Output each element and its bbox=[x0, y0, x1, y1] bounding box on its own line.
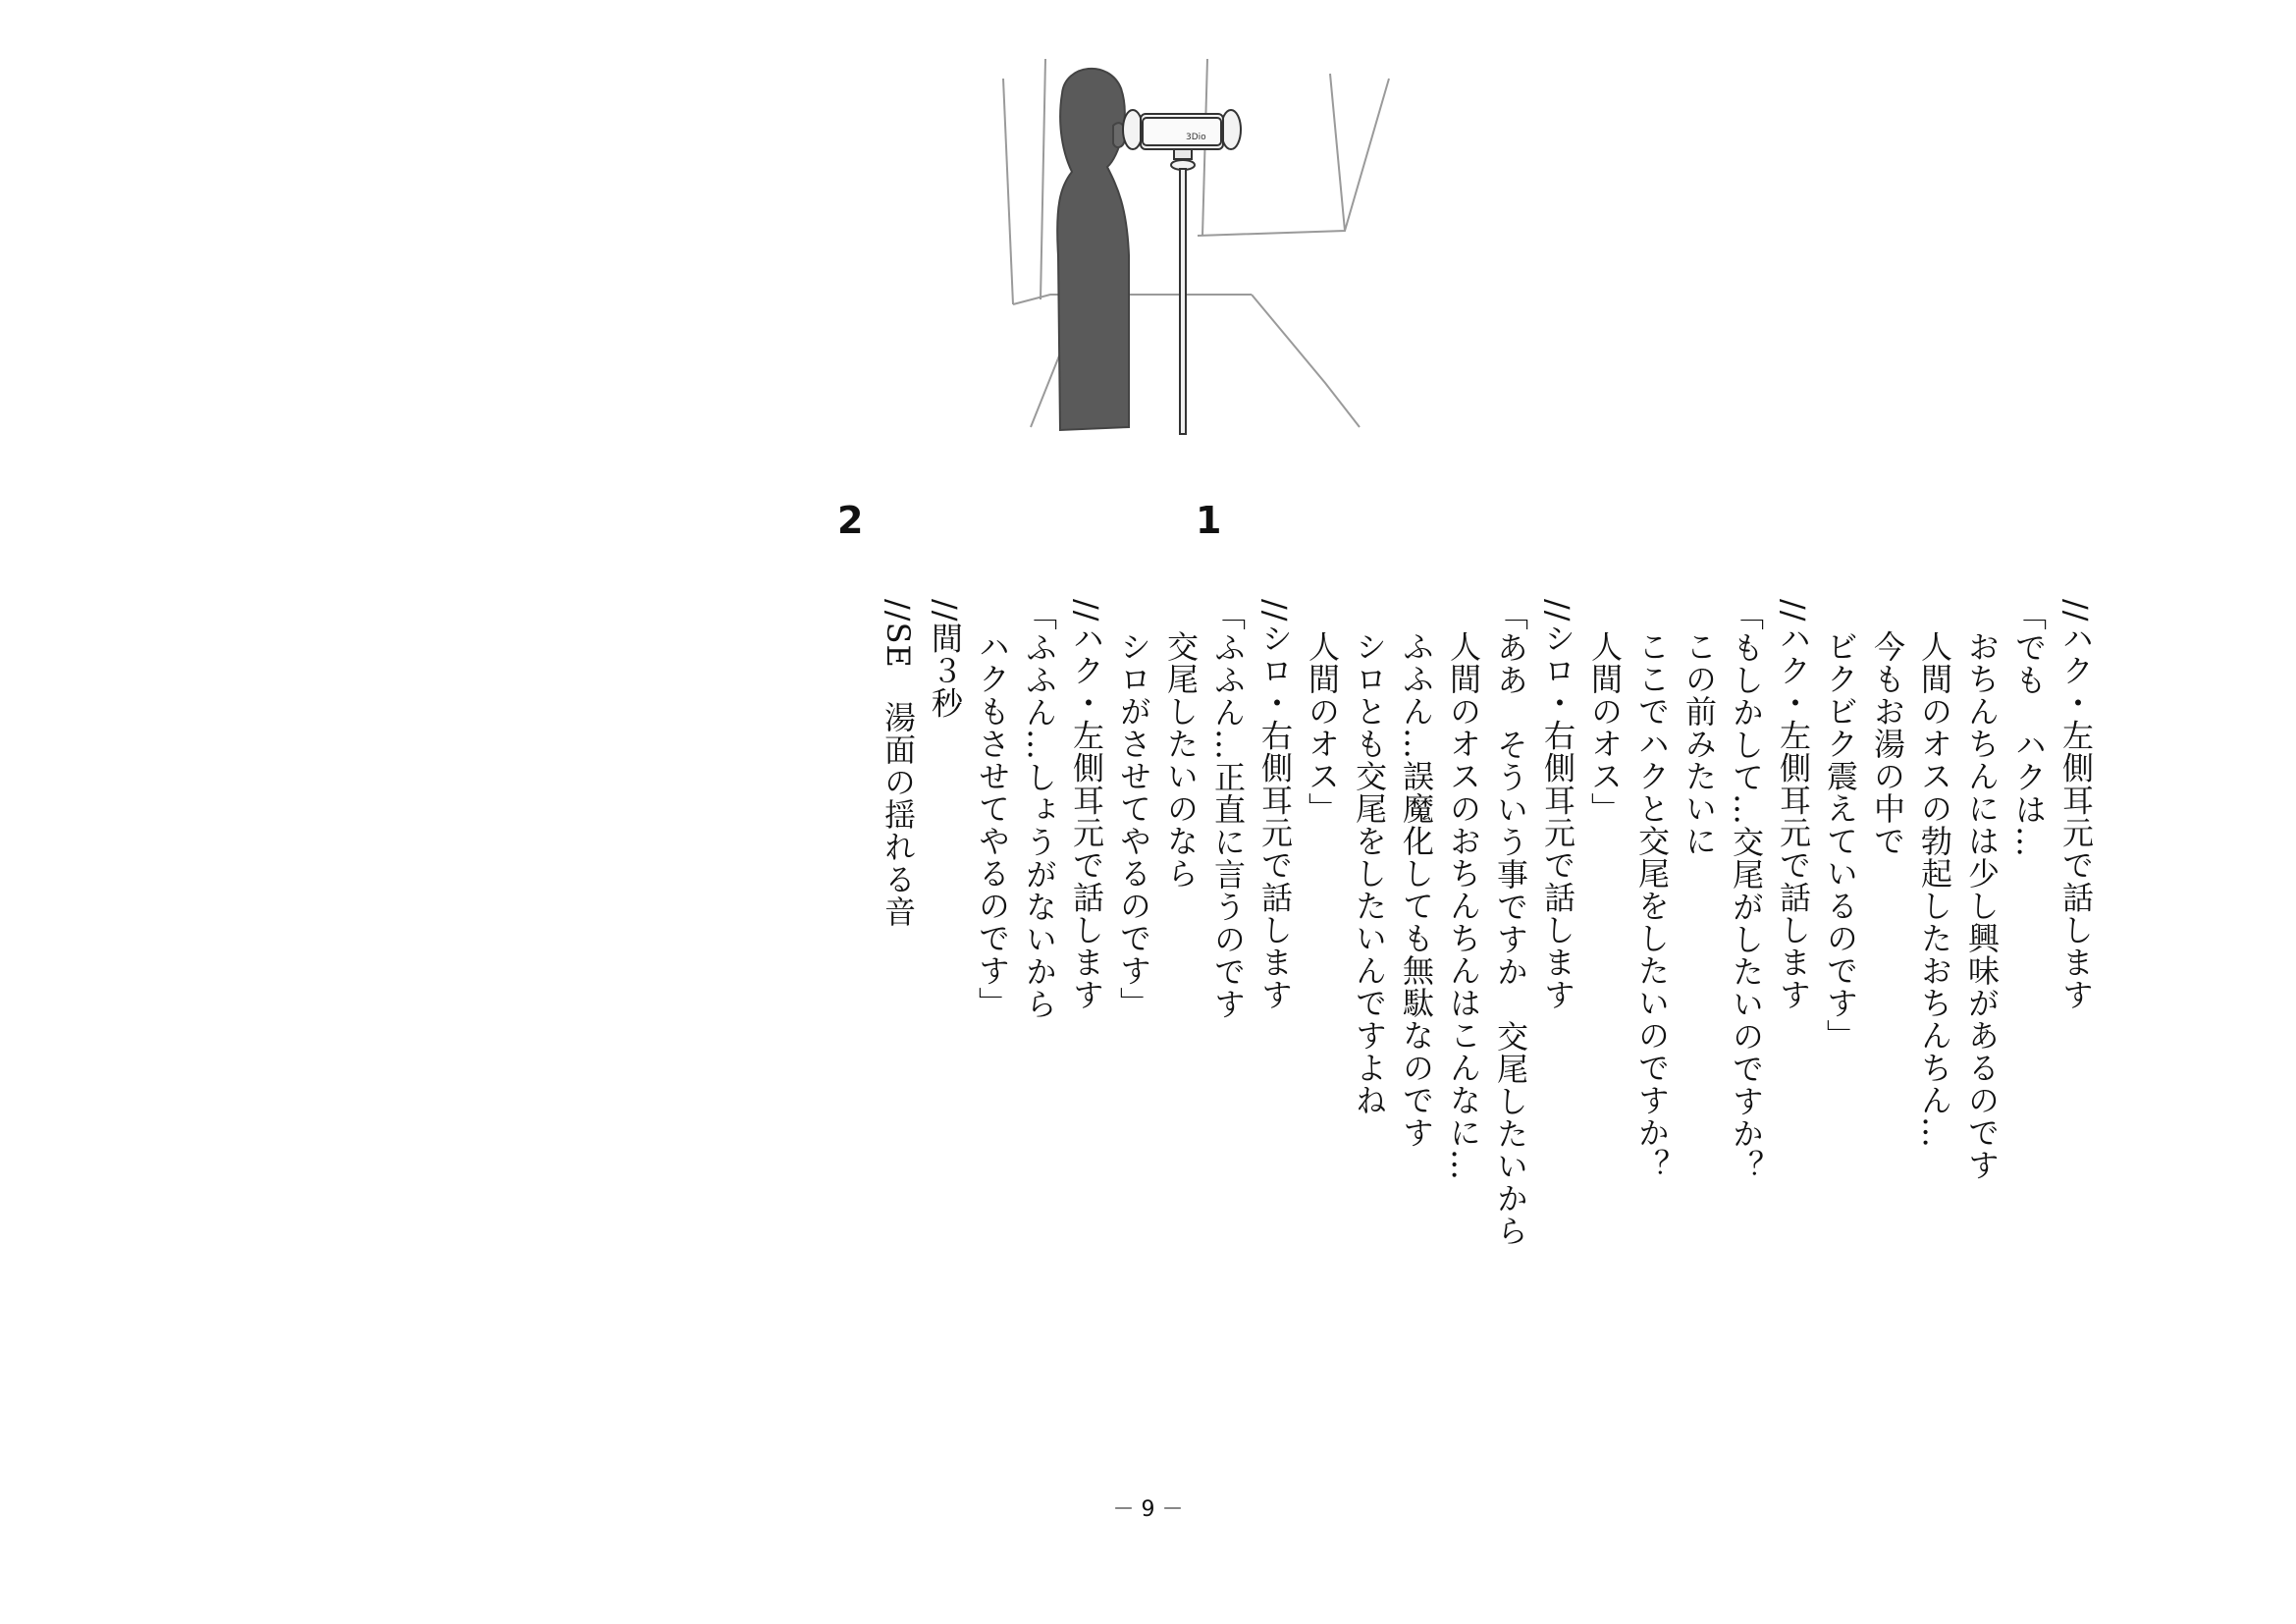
dialogue-line: 「でも ハクは… bbox=[2010, 599, 2048, 858]
stage-direction: //シロ・右側耳元で話します bbox=[1539, 599, 1576, 1011]
dialogue-line: ビクビク震えているのです」 bbox=[1822, 630, 1859, 1052]
dialogue-line: 人間のオスのおちんちんはこんなに… bbox=[1445, 630, 1482, 1181]
dialogue-line: ふふん…誤魔化しても無駄なのです bbox=[1398, 630, 1435, 1149]
dialogue-line: シロがさせてやるのです」 bbox=[1115, 630, 1152, 1019]
stage-direction: //ハク・左側耳元で話します bbox=[2057, 599, 2095, 1011]
dialogue-line: シロとも交尾をしたいんですよね bbox=[1351, 630, 1388, 1116]
dialogue-line: おちんちんには少し興味があるのです bbox=[1963, 630, 2001, 1181]
dialogue-line: 今もお湯の中で bbox=[1869, 630, 1906, 857]
page-number: － 9 － bbox=[1112, 1497, 1184, 1522]
position-label-1: 1 bbox=[1196, 499, 1222, 542]
stage-direction: //ハク・左側耳元で話します bbox=[1775, 599, 1812, 1011]
dialogue-line: 「ああ そういう事ですか 交尾したいから bbox=[1492, 599, 1529, 1247]
dialogue-line: 交尾したいのなら bbox=[1162, 630, 1200, 890]
script-body bbox=[284, 599, 2100, 1434]
stage-direction: //SE 湯面の揺れる音 bbox=[880, 599, 917, 928]
dialogue-line: 「ふふん…正直に言うのです bbox=[1209, 599, 1247, 1020]
dialogue-line: 人間のオスの勃起したおちんちん… bbox=[1916, 630, 1953, 1149]
person-silhouette bbox=[1057, 69, 1129, 430]
dialogue-line: 「ふふん…しょうがないから bbox=[1021, 599, 1058, 1020]
dialogue-line: ハクもさせてやるのです」 bbox=[974, 630, 1011, 1019]
mic-brand-label: 3Dio bbox=[1186, 133, 1206, 142]
position-label-2: 2 bbox=[837, 499, 864, 542]
dialogue-line: 「もしかして…交尾がしたいのですか？ bbox=[1728, 599, 1765, 1182]
stage-direction: //シロ・右側耳元で話します bbox=[1256, 599, 1294, 1011]
dialogue-line: ここでハクと交尾をしたいのですか？ bbox=[1633, 630, 1671, 1181]
stage-direction: //間３秒 bbox=[927, 599, 964, 720]
dialogue-line: 人間のオス」 bbox=[1304, 630, 1341, 825]
dialogue-line: 人間のオス」 bbox=[1586, 630, 1624, 825]
dialogue-line: この前みたいに bbox=[1681, 630, 1718, 857]
stage-direction: //ハク・左側耳元で話します bbox=[1068, 599, 1105, 1011]
recording-booth-illustration bbox=[1001, 59, 1414, 452]
binaural-mic-icon bbox=[1123, 110, 1241, 434]
